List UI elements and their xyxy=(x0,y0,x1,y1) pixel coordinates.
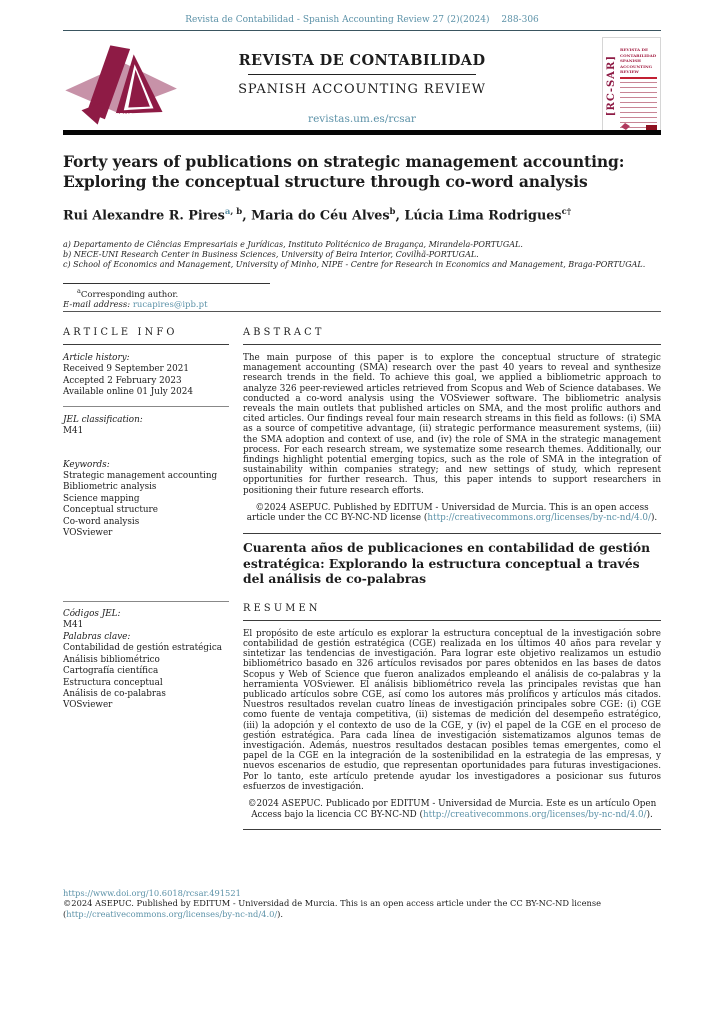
author-affil-marker: , b xyxy=(230,207,243,217)
abstract-text: The main purpose of this paper is to explore the conceptual structure of strategic management accounting (SMA) research over the past 40 years to reveal and synthesize research trends in the field. To achieve this goal, we applied a bibliometric approach to analyze 326 peer-reviewed articles retrieved from Scopus and Web of Science databases. We conducted a co-word analysis using the VOSviewer software. The bibliometric analysis reveals the main outlets that published articles on SMA, and the most prolific authors and cited articles. Our findings reveal four main research streams in this field as follows: (i) SMA as a source of competitive advantage, (ii) strategic performance measurement systems, (iii) the SMA adoption and context of use, and (iv) the role of SMA in the strategic management process. For each research stream, we systematize some research themes. Additionally, our findings highlight potential emerging topics, such as the role of SMA in the integration of sustainability within companies strategy; and new settings of study, which represent opportunities for further research. Thus, this paper intends to support researchers in positioning their future research efforts. xyxy=(243,353,661,496)
keyword: Estructura conceptual xyxy=(63,677,163,688)
affiliations xyxy=(63,240,661,269)
abstract-copyright xyxy=(243,503,661,524)
abstract-heading-rule xyxy=(243,344,661,345)
journal-subtitle: SPANISH ACCOUNTING REVIEW xyxy=(238,82,486,97)
author-separator: , xyxy=(242,208,252,224)
copyright-text: ©2024 ASEPUC. Published by EDITUM - Universidad de Murcia. This is an open access article under the CC BY-NC-ND license ( xyxy=(63,898,601,919)
history-line: Accepted 2 February 2023 xyxy=(63,375,182,386)
article-history-block xyxy=(63,353,229,399)
masthead-top-rule xyxy=(63,30,661,31)
abstract-end-rule xyxy=(243,533,661,534)
corresponding-text: Corresponding author. xyxy=(80,289,179,300)
copyright-close: ). xyxy=(277,908,284,919)
jel-block xyxy=(63,415,229,438)
footnote-rule xyxy=(63,283,270,284)
copyright-text: ©2024 ASEPUC. Publicado por EDITUM - Universidad de Murcia. Este es un artículo Open Access bajo la licencia CC BY-NC-ND ( xyxy=(247,799,657,820)
keywords-label: Keywords: xyxy=(63,459,110,470)
keyword: VOSviewer xyxy=(63,700,113,711)
cover-footer-logos xyxy=(621,123,657,130)
section-divider-rule xyxy=(63,311,661,312)
article-info-heading-rule xyxy=(63,344,229,345)
keyword: Cartografía científica xyxy=(63,666,159,677)
resumen-heading-rule xyxy=(243,620,661,621)
page-footer xyxy=(63,888,661,919)
license-link[interactable]: http://creativecommons.org/licenses/by-nc-nd/4.0/ xyxy=(422,809,647,820)
author-affil-marker-link[interactable]: a xyxy=(224,207,231,217)
asepuc-logo-caption: ASEPUC xyxy=(106,112,133,120)
article-history-label: Article history: xyxy=(63,353,130,363)
keyword: Strategic management accounting xyxy=(63,470,218,481)
cover-spine xyxy=(603,38,620,133)
jel-code: M41 xyxy=(63,426,84,437)
copyright-text: ©2024 ASEPUC. Published by EDITUM - Universidad de Murcia. This is an open access article under the CC BY-NC-ND license ( xyxy=(246,502,649,524)
keywords-block xyxy=(63,460,229,540)
author-affil-marker: c† xyxy=(561,207,572,217)
author-separator: , xyxy=(395,208,405,224)
author-name: Rui Alexandre R. Pires xyxy=(63,208,225,224)
copyright-close: ). xyxy=(651,513,658,524)
author-name: Maria do Céu Alves xyxy=(251,208,390,224)
affiliation-line: a) Departamento de Ciências Empresariais e Jurídicas, Instituto Politécnico de Bragança, Mirandela-PORTUGAL. xyxy=(63,240,523,249)
masthead-center xyxy=(170,52,554,125)
cover-body xyxy=(620,38,660,133)
keyword: Co-word analysis xyxy=(63,516,140,527)
journal-title-rule xyxy=(248,74,476,75)
resumen-heading: RESUMEN xyxy=(243,602,321,614)
abstract-heading: ABSTRACT xyxy=(243,327,325,338)
license-link[interactable]: http://creativecommons.org/licenses/by-nc-nd/4.0/ xyxy=(66,908,278,919)
history-line: Available online 01 July 2024 xyxy=(63,387,193,398)
jel-label: JEL classification: xyxy=(63,414,143,425)
resumen-text: El propósito de este artículo es explorar la estructura conceptual de la investigación sobre contabilidad de gestión estratégica (CGE) realizada en los últimos 40 años para revelar y sintetizar las tendencias de investigación. Para lograr este objetivo realizamos un estudio bibliométrico basado en 326 artículos revisados por pares obtenidos en las bases de datos Scopus y Web of Science que fueron analizados empleando el análisis de co-palabras y la herramienta VOSviewer. El análisis bibliométrico revela las principales revistas que han publicado artículos sobre CGE, así como los autores más prolíficos y artículos más citados. Nuestros resultados revelan cuatro líneas de investigación principales sobre CGE: (i) CGE como fuente de ventaja competitiva, (ii) sistemas de medición del desempeño estratégico, (iii) la adopción y el contexto de uso de la CGE, y (iv) el papel de la CGE en el proceso de gestión estratégica. Para cada línea de investigación sistematizamos algunos temas de investigación. Además, nuestros resultados destacan posibles temas emergentes, como el papel de la CGE en la integración de la sostenibilidad en la estrategia de las empresas, y nuevos escenarios de estudio, que representan oportunidades para futuras investigaciones. Por lo tanto, este artículo pretende ayudar los investigadores a posicionar sus futuros esfuerzos de investigación. xyxy=(243,628,661,792)
corresponding-marker: a xyxy=(77,287,81,295)
article-info-column xyxy=(63,327,229,539)
cover-spine-text: [RC-SAR] xyxy=(606,54,617,117)
journal-cover-thumbnail xyxy=(602,37,661,134)
resumen-end-rule xyxy=(243,829,661,830)
article-info-heading: ARTICLE INFO xyxy=(63,327,178,338)
email-label: E-mail address: xyxy=(63,300,131,311)
author-name: Lúcia Lima Rodrigues xyxy=(404,208,562,224)
footer-copyright xyxy=(63,898,661,919)
affiliation-line: c) School of Economics and Management, University of Minho, NIPE - Centre for Research in Economics and Management, Braga-PORTUGAL. xyxy=(63,259,646,269)
spanish-jel-label: Códigos JEL: xyxy=(63,609,121,619)
author-affil-marker: b xyxy=(389,207,396,217)
spanish-info-rule xyxy=(63,601,229,602)
spanish-jel-code: M41 xyxy=(63,620,84,631)
history-line: Received 9 September 2021 xyxy=(63,364,189,375)
resumen-column xyxy=(243,540,661,830)
footnote-block xyxy=(63,287,363,311)
keyword: Science mapping xyxy=(63,493,140,504)
affiliation-line: b) NECE-UNI Research Center in Business Sciences, University of Beira Interior, Covilhã-PORTUGAL. xyxy=(63,249,479,259)
authors-line xyxy=(63,207,661,223)
resumen-copyright xyxy=(243,799,661,820)
asepuc-logo xyxy=(58,40,186,130)
spanish-info-column xyxy=(63,601,229,712)
email-link[interactable]: rucapires@ipb.pt xyxy=(132,300,208,311)
doi-link[interactable]: https://www.doi.org/10.6018/rcsar.491521 xyxy=(63,888,241,898)
cover-asepuc-mark xyxy=(621,123,630,130)
spanish-keywords-label: Palabras clave: xyxy=(63,631,131,642)
abstract-column xyxy=(243,327,661,534)
spanish-keywords-block xyxy=(63,632,229,712)
spanish-jel-block xyxy=(63,609,229,632)
article-title: Forty years of publications on strategic management accounting: Exploring the conceptual structure through co-word analysis xyxy=(63,152,625,191)
cover-red-bar xyxy=(620,77,657,80)
keyword: Análisis de co-palabras xyxy=(63,688,166,699)
keyword: Contabilidad de gestión estratégica xyxy=(63,643,223,654)
masthead-black-bar xyxy=(63,130,661,135)
info-divider-rule xyxy=(63,406,229,407)
keyword: Análisis bibliométrico xyxy=(63,654,160,665)
cover-journal-subtitle: SPANISH ACCOUNTING REVIEW xyxy=(620,58,653,75)
journal-website-link[interactable]: revistas.um.es/rcsar xyxy=(308,113,416,125)
spanish-title: Cuarenta años de publicaciones en contabilidad de gestión estratégica: Explorando la estructura conceptual a través del análisis de co-palabras xyxy=(243,540,651,587)
journal-header-line: Revista de Contabilidad - Spanish Accounting Review 27 (2)(2024) 288-306 xyxy=(185,15,539,25)
keyword: VOSviewer xyxy=(63,528,113,539)
keyword: Bibliometric analysis xyxy=(63,482,157,493)
cover-journal-title: REVISTA DE CONTABILIDAD xyxy=(620,47,657,58)
copyright-close: ). xyxy=(646,809,653,820)
license-link[interactable]: http://creativecommons.org/licenses/by-nc-nd/4.0/ xyxy=(427,513,651,524)
keyword: Conceptual structure xyxy=(63,505,158,516)
journal-title: REVISTA DE CONTABILIDAD xyxy=(238,52,486,69)
